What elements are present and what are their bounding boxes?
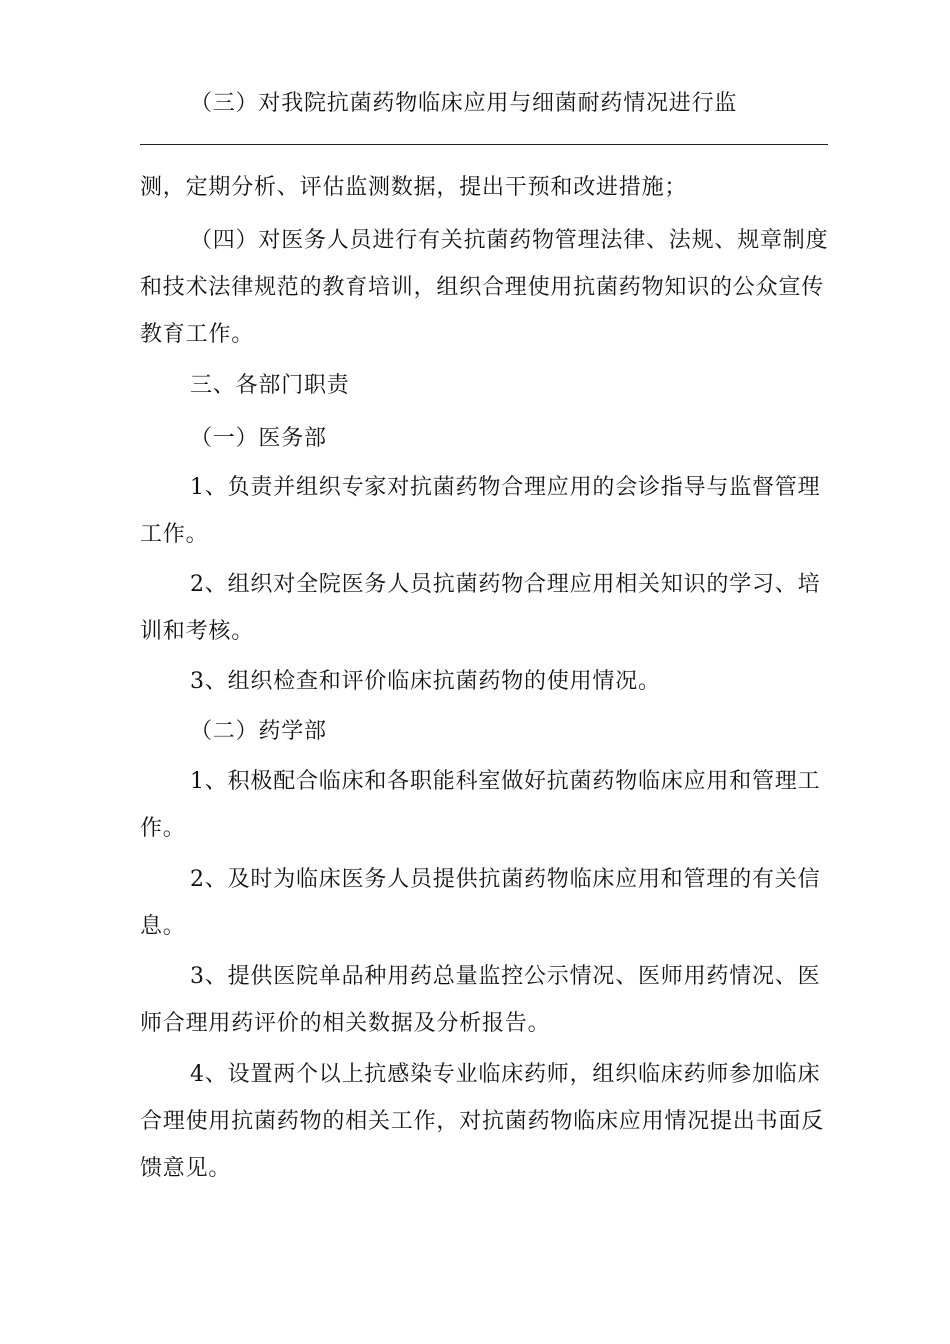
paragraph-line: 息。: [140, 914, 186, 939]
paragraph-line: 测，定期分析、评估监测数据，提出干预和改进措施；: [140, 175, 688, 200]
paragraph-line: 2、组织对全院医务人员抗菌药物合理应用相关知识的学习、培: [190, 572, 821, 597]
paragraph-line: 馈意见。: [140, 1156, 232, 1181]
header-divider: [140, 144, 828, 145]
paragraph-line: 工作。: [140, 522, 209, 547]
paragraph-line: 1、负责并组织专家对抗菌药物合理应用的会诊指导与监督管理: [190, 475, 821, 500]
subsection-heading: （一）医务部: [190, 426, 327, 451]
paragraph-line: 师合理用药评价的相关数据及分析报告。: [140, 1011, 551, 1036]
paragraph-line: 和技术法律规范的教育培训，组织合理使用抗菌药物知识的公众宣传: [140, 275, 825, 300]
section-heading: 三、各部门职责: [190, 373, 350, 398]
paragraph-line: 作。: [140, 816, 186, 841]
paragraph-line: 2、及时为临床医务人员提供抗菌药物临床应用和管理的有关信: [190, 867, 821, 892]
paragraph-line: 4、设置两个以上抗感染专业临床药师，组织临床药师参加临床: [190, 1062, 821, 1087]
paragraph-line: 训和考核。: [140, 619, 255, 644]
paragraph-line: 教育工作。: [140, 322, 255, 347]
paragraph-line: 合理使用抗菌药物的相关工作，对抗菌药物临床应用情况提出书面反: [140, 1109, 825, 1134]
paragraph-line: 3、提供医院单品种用药总量监控公示情况、医师用药情况、医: [190, 964, 821, 989]
header-paragraph-line: （三）对我院抗菌药物临床应用与细菌耐药情况进行监: [190, 91, 738, 116]
subsection-heading: （二）药学部: [190, 719, 327, 744]
paragraph-line: 3、组织检查和评价临床抗菌药物的使用情况。: [190, 669, 661, 694]
paragraph-line: 1、积极配合临床和各职能科室做好抗菌药物临床应用和管理工: [190, 769, 821, 794]
paragraph-line: （四）对医务人员进行有关抗菌药物管理法律、法规、规章制度: [190, 228, 829, 253]
